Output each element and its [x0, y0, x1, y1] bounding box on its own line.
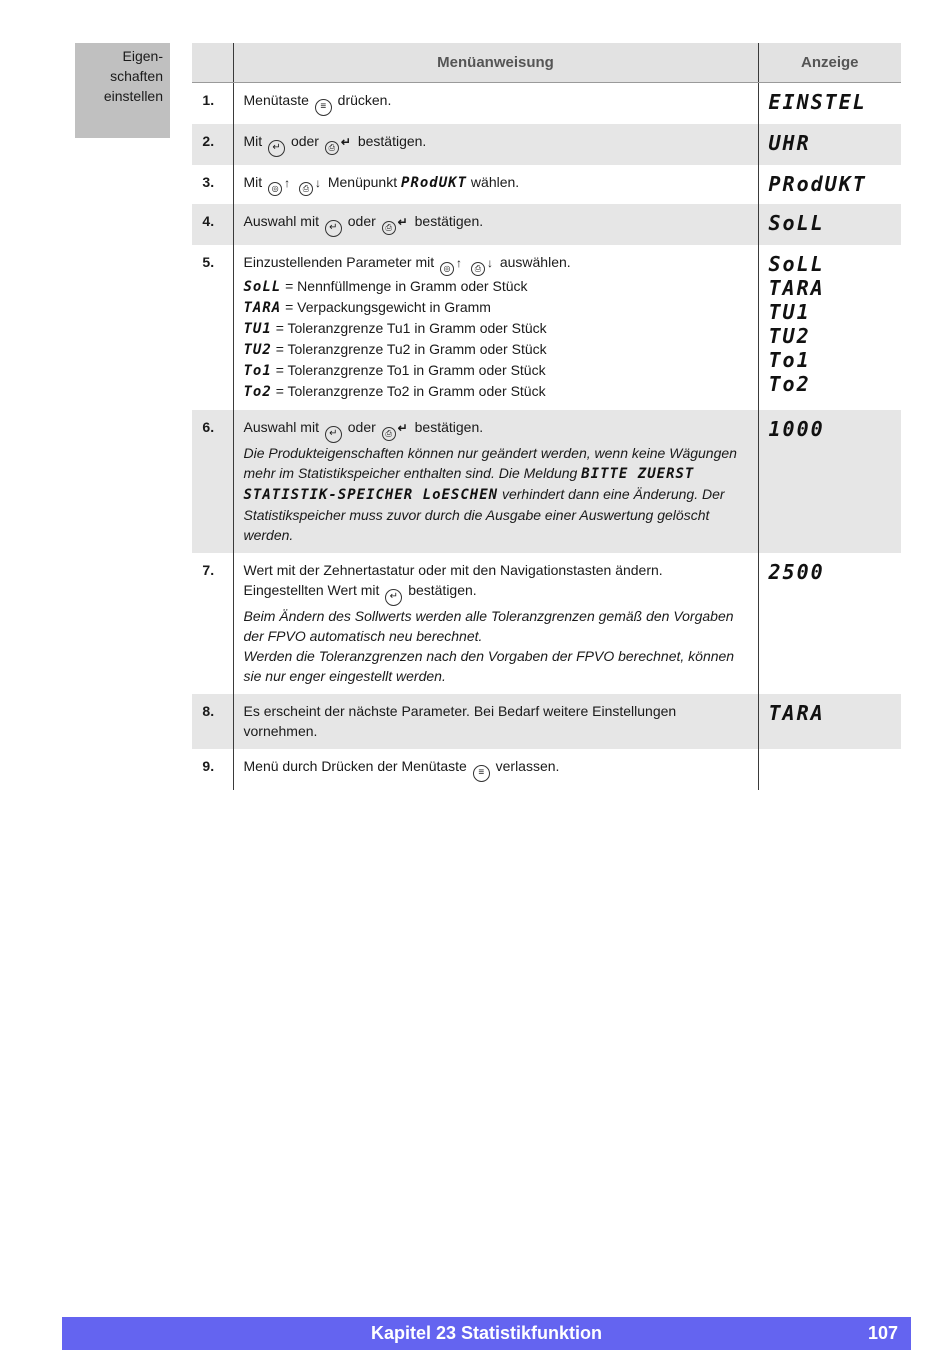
step-display [758, 749, 901, 790]
step-display [758, 694, 901, 749]
table-row [192, 204, 901, 245]
instruction-table [192, 43, 901, 790]
parameter-code: SoLL [243, 279, 282, 295]
section-label-box [75, 43, 170, 138]
step-instruction: Einzustellenden Parameter mit ◎ ↑ ⎙ ↓ auswählen. SoLL = Nennfüllmenge in Gramm oder Stück TARA = Verpackungsgewicht in Gramm TU1 = Toleranzgrenze Tu1 in Gramm oder Stück TU2 = Toleranzgrenze Tu2 in Gramm oder Stück To1 = Toleranzgrenze To1 in Gramm oder Stück To2 = Toleranzgrenze To2 in Gramm oder Stück [233, 245, 758, 410]
display-code: 1000 [768, 417, 825, 441]
menu-key-icon: ≡ [315, 99, 332, 116]
table-row [192, 410, 901, 553]
print-key-icon: ⎙ [299, 182, 313, 196]
inline-display-code: BITTE ZUERST STATISTIK-SPEICHER LoESCHEN [243, 466, 695, 503]
display-code: TARA [768, 276, 825, 300]
step-instruction: Mit ↵ oder ⎙ ↵ bestätigen. [233, 124, 758, 165]
table-row [192, 124, 901, 165]
table-row [192, 83, 901, 125]
step-number: 2. [192, 124, 233, 165]
section-label-line: Eigen- [122, 48, 163, 64]
step-number: 6. [192, 410, 233, 553]
display-code: UHR [768, 131, 811, 155]
parameter-line: TARA = Verpackungsgewicht in Gramm [243, 299, 491, 316]
step-number: 4. [192, 204, 233, 245]
step-display [758, 124, 901, 165]
step-instruction: Menü durch Drücken der Menütaste ≡ verlassen. [233, 749, 758, 790]
page-footer [62, 1317, 911, 1350]
chapter-title: Kapitel 23 Statistikfunktion [370, 1323, 603, 1343]
step-instruction: Mit ◎ ↑ ⎙ ↓ Menüpunkt PRodUKT wählen. [233, 165, 758, 204]
table-row [192, 749, 901, 790]
print-key-icon: ⎙ [325, 141, 339, 155]
header-instruction: Menüanweisung [233, 43, 758, 83]
table-row [192, 245, 901, 410]
display-code: EINSTEL [768, 90, 867, 114]
section-label-line: einstellen [103, 88, 163, 104]
display-code: SoLL [768, 252, 825, 276]
return-arrow-icon: ↵ [340, 135, 351, 149]
display-code: SoLL [768, 211, 825, 235]
print-key-icon: ⎙ [471, 262, 485, 276]
display-code: 2500 [768, 560, 825, 584]
enter-key-icon: ↵ [325, 220, 342, 237]
step-number: 5. [192, 245, 233, 410]
note-text: Die Produkteigenschaften können nur geändert werden, wenn keine Wägungen mehr im Statistikspeicher enthalten sind. Die Meldung [243, 445, 737, 481]
step-instruction: Auswahl mit ↵ oder ⎙ ↵ bestätigen. [233, 204, 758, 245]
menu-key-icon: ≡ [473, 765, 490, 782]
parameter-code: TU2 [243, 342, 272, 358]
step-instruction: Es erscheint der nächste Parameter. Bei Bedarf weitere Einstellungen vornehmen. [233, 694, 758, 749]
step-number: 3. [192, 165, 233, 204]
print-key-icon: ⎙ [382, 221, 396, 235]
tare-key-icon: ◎ [440, 262, 454, 276]
return-arrow-icon: ↵ [397, 421, 408, 435]
enter-key-icon: ↵ [325, 426, 342, 443]
step-number: 8. [192, 694, 233, 749]
table-row [192, 553, 901, 694]
display-code: TARA [768, 701, 825, 725]
parameter-code: TU1 [243, 321, 272, 337]
display-code: TU1 [768, 300, 811, 324]
arrow-up-icon: ↑ [456, 256, 463, 270]
parameter-line: To1 = Toleranzgrenze To1 in Gramm oder Stück [243, 362, 546, 379]
print-key-icon: ⎙ [382, 427, 396, 441]
note-text: Werden die Toleranzgrenzen nach den Vorgaben der FPVO berechnet, können sie nur enger eingestellt werden. [243, 648, 735, 684]
step-instruction: Wert mit der Zehnertastatur oder mit den Navigationstasten ändern. Eingestellten Wert mit ↵ bestätigen. Beim Ändern des Sollwerts werden alle Toleranzgrenzen gemäß den Vorgaben der FPVO automatisch neu berechnet. Werden die Toleranzgrenzen nach den Vorgaben der FPVO berechnet, können sie nur enger eingestellt werden. [233, 553, 758, 694]
note-text: verhindert dann eine Änderung. Der Statistikspeicher muss zuvor durch die Ausgabe einer Auswertung gelöscht werden. [243, 486, 725, 543]
step-number: 1. [192, 83, 233, 125]
step-number: 9. [192, 749, 233, 790]
note-text: Beim Ändern des Sollwerts werden alle Toleranzgrenzen gemäß den Vorgaben der FPVO automatisch neu berechnet. [243, 608, 734, 644]
parameter-code: TARA [243, 300, 282, 316]
enter-key-icon: ↵ [385, 589, 402, 606]
header-display: Anzeige [758, 43, 901, 83]
display-code: To2 [768, 372, 811, 396]
table-header-row [192, 43, 901, 83]
step-display [758, 553, 901, 694]
table-row [192, 694, 901, 749]
parameter-line: TU2 = Toleranzgrenze Tu2 in Gramm oder Stück [243, 341, 547, 358]
inline-display-code: PRodUKT [401, 175, 468, 191]
display-code: To1 [768, 348, 811, 372]
table-row [192, 165, 901, 204]
parameter-code: To2 [243, 384, 272, 400]
step-instruction: Auswahl mit ↵ oder ⎙ ↵ bestätigen. Die Produkteigenschaften können nur geändert werden, wenn keine Wägungen mehr im Statistikspeicher enthalten sind. Die Meldung BITTE ZUERST STATISTIK-SPEICHER LoESCHEN verhindert dann eine Änderung. Der Statistikspeicher muss zuvor durch die Ausgabe einer Auswertung gelöscht werden. [233, 410, 758, 553]
arrow-down-icon: ↓ [486, 256, 493, 270]
step-display [758, 165, 901, 204]
page-number: 107 [867, 1323, 898, 1343]
parameter-line: To2 = Toleranzgrenze To2 in Gramm oder Stück [243, 383, 546, 400]
display-code: TU2 [768, 324, 811, 348]
section-label-line: schaften [110, 68, 163, 84]
header-number [192, 43, 233, 83]
return-arrow-icon: ↵ [397, 215, 408, 229]
parameter-code: To1 [243, 363, 272, 379]
step-display [758, 245, 901, 410]
step-number: 7. [192, 553, 233, 694]
step-display [758, 204, 901, 245]
enter-key-icon: ↵ [268, 140, 285, 157]
arrow-up-icon: ↑ [284, 176, 291, 190]
arrow-down-icon: ↓ [314, 176, 321, 190]
display-code: PRodUKT [768, 172, 867, 196]
step-display [758, 83, 901, 125]
parameter-line: TU1 = Toleranzgrenze Tu1 in Gramm oder Stück [243, 320, 547, 337]
step-display [758, 410, 901, 553]
step-instruction: Menütaste ≡ drücken. [233, 83, 758, 125]
tare-key-icon: ◎ [268, 182, 282, 196]
parameter-line: SoLL = Nennfüllmenge in Gramm oder Stück [243, 278, 528, 295]
